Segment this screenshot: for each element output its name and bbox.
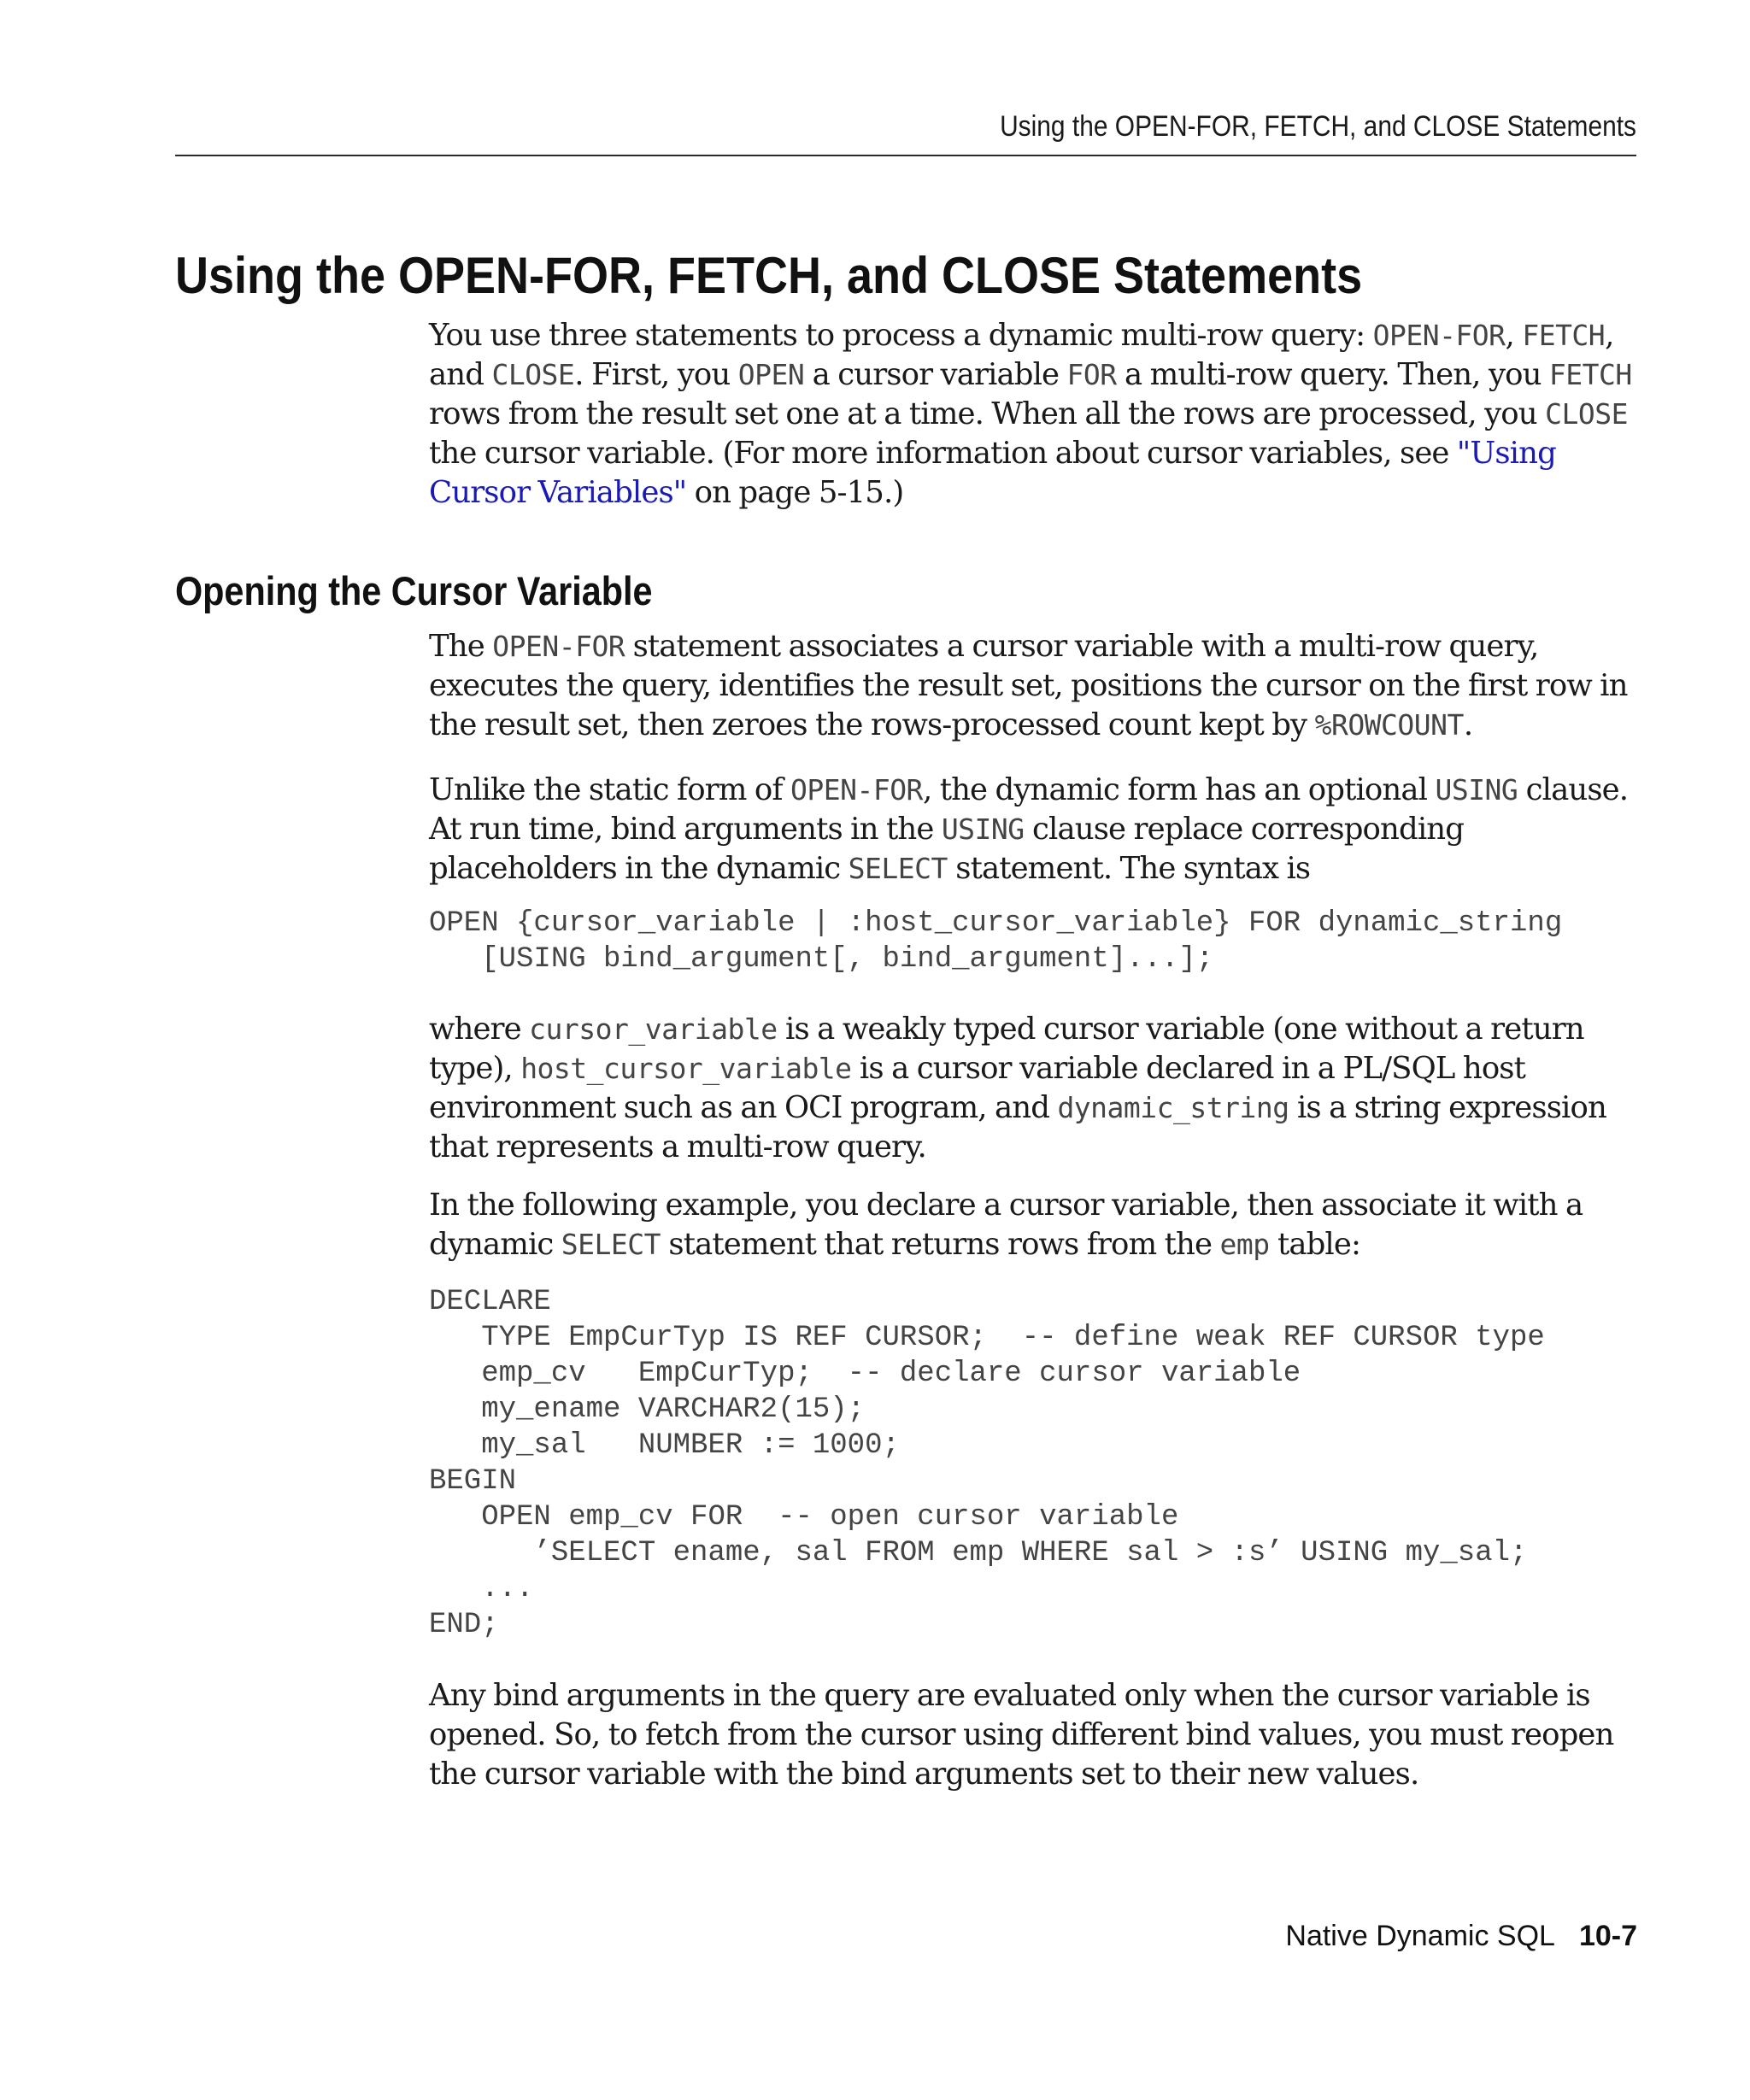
text-run: rows from the result set one at a time. When all the rows are processed, you [429,396,1546,431]
inline-code: FOR [1066,358,1117,391]
text-run: a cursor variable [804,357,1067,392]
subsection-p3-block [429,1010,1641,1167]
subsection-p5-block [429,1676,1641,1794]
section-title: Using the OPEN-FOR, FETCH, and CLOSE Statements [175,247,1363,304]
inline-code: cursor_variable [529,1012,778,1046]
inline-code: CLOSE [491,358,575,391]
text-run: where [429,1012,530,1047]
subsection-title: Opening the Cursor Variable [175,568,653,613]
text-run: , and [429,318,1614,392]
text-run: is a weakly typed cursor variable (one without a return type), [429,1012,1584,1086]
example-intro-paragraph [429,1186,1641,1264]
parameters-paragraph [429,1010,1641,1167]
example-code: DECLARE TYPE EmpCurTyp IS REF CURSOR; -- define weak REF CURSOR type emp_cv EmpCurTyp; -- declare cursor variable my_ename VARCHAR2(15); my_sal NUMBER := 1000; BEGIN OPEN emp_cv FOR -- open cursor variable ’SELECT ename, sal FROM emp WHERE sal > :s’ USING my_sal; ... END; [429,1286,1545,1641]
subsection-p2-block [429,771,1641,889]
text-run: . [1463,707,1473,742]
inline-code: USING [941,812,1025,846]
inline-code: FETCH [1548,358,1632,391]
text-run: , [1505,318,1523,353]
inline-code: OPEN-FOR [790,773,923,807]
page-number: 10-7 [1578,1920,1637,1952]
intro-block [429,316,1641,513]
text-run: clause replace corresponding placeholders in the dynamic [429,812,1465,886]
inline-code: SELECT [848,852,948,885]
inline-code: OPEN [737,358,805,391]
text-run: a multi-row query. Then, you [1116,357,1549,392]
bind-arguments-paragraph: Any bind arguments in the query are evaluated only when the cursor variable is opened. So, to fetch from the cursor using different bind values, you must reopen the cursor variable with the bind arguments set to their new values. [429,1678,1614,1792]
intro-paragraph [429,316,1641,513]
example-code-block [429,1284,1641,1643]
cross-reference-link[interactable]: "Using Cursor Variables" [429,436,1556,510]
header-rule [175,155,1636,156]
text-run: . First, you [574,357,738,392]
inline-code: %ROWCOUNT [1314,708,1464,742]
inline-code: emp [1219,1228,1270,1261]
running-header: Using the OPEN-FOR, FETCH, and CLOSE Statements [1000,110,1636,143]
text-run: You use three statements to process a dynamic multi-row query: [429,318,1373,353]
inline-code: dynamic_string [1057,1091,1289,1124]
text-run: is a cursor variable declared in a PL/SQL host environment such as an OCI program, and [429,1051,1525,1125]
page-footer [1285,1919,1637,1953]
inline-code: host_cursor_variable [520,1052,852,1085]
text-run: statement that returns rows from the [661,1227,1220,1262]
subsection-p1-block [429,627,1641,745]
inline-code: OPEN-FOR [1372,319,1506,352]
syntax-code: OPEN {cursor_variable | :host_cursor_variable} FOR dynamic_string [USING bind_argument[, bind_argument]...]; [429,907,1563,976]
inline-code: CLOSE [1545,397,1628,431]
text-run: statement. The syntax is [947,851,1311,886]
text-run: statement associates a cursor variable with a multi-row query, executes the query, identifies the result set, positions the cursor on the first row in the result set, then zeroes the rows-processed count kept by [429,629,1628,742]
using-clause-paragraph [429,771,1641,889]
text-run: Unlike the static form of [429,772,790,807]
text-run: on page 5-15.) [686,475,904,510]
inline-code: OPEN-FOR [492,630,625,663]
inline-code: FETCH [1522,319,1606,352]
text-run: the cursor variable. (For more information about cursor variables, see [429,436,1457,471]
footer-book-title: Native Dynamic SQL [1285,1920,1555,1952]
text-run: The [429,629,493,664]
text-run: In the following example, you declare a cursor variable, then associate it with a dynamic [429,1188,1583,1262]
subsection-p4-block [429,1186,1641,1264]
text-run: clause. At run time, bind arguments in the [429,772,1629,847]
syntax-code-block [429,906,1641,977]
open-for-description-paragraph [429,627,1641,745]
text-run: , the dynamic form has an optional [922,772,1436,807]
inline-code: USING [1435,773,1518,807]
inline-code: SELECT [561,1228,661,1261]
text-run: table: [1269,1227,1361,1262]
text-run: is a string expression that represents a multi-row query. [429,1090,1606,1164]
